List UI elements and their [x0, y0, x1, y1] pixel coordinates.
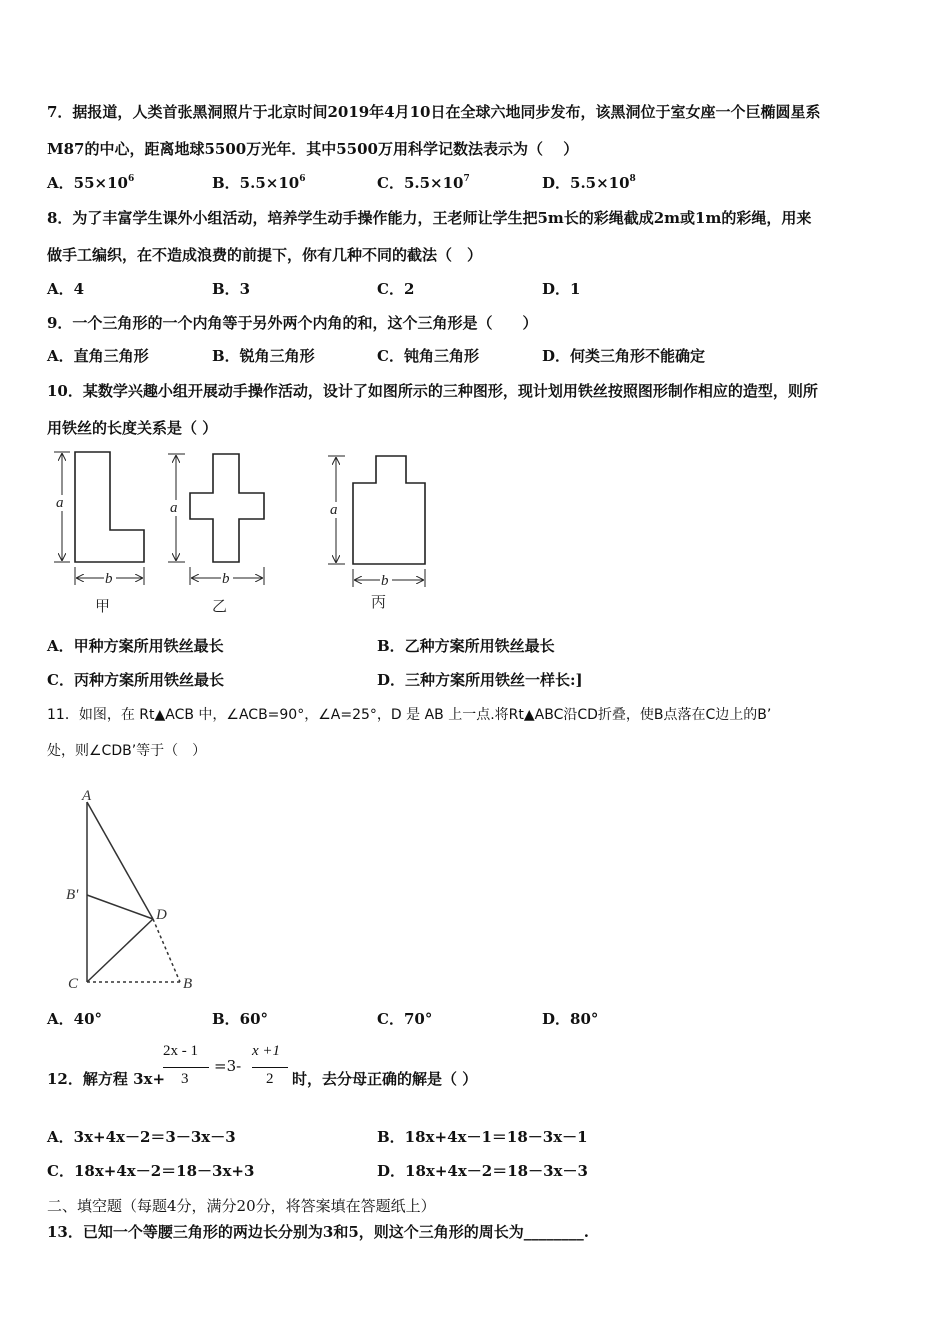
q8-option-d[interactable]: D．1 [542, 280, 581, 298]
q10-stem-line2: 用铁丝的长度关系是（ ） [47, 419, 218, 437]
q10-option-a[interactable]: A．甲种方案所用铁丝最长 [47, 637, 224, 655]
q9-stem: 9．一个三角形的一个内角等于另外两个内角的和，这个三角形是（ ） [47, 314, 538, 332]
section-2-heading: 二、填空题（每题4分，满分20分，将答案填在答题纸上） [47, 1197, 436, 1215]
bing-dim-b: b [381, 573, 389, 589]
q12-option-c[interactable]: C．18x+4x－2＝18－3x+3 [47, 1162, 255, 1180]
q12-option-a[interactable]: A．3x+4x－2＝3－3x－3 [47, 1128, 236, 1146]
q9-option-a[interactable]: A．直角三角形 [47, 347, 149, 365]
q12-option-b[interactable]: B．18x+4x－1＝18－3x－1 [377, 1128, 588, 1146]
q9-option-b[interactable]: B．锐角三角形 [212, 347, 315, 365]
q10-figure [40, 445, 440, 620]
point-b-prime: B' [66, 887, 79, 903]
q8-option-c[interactable]: C．2 [377, 280, 415, 298]
yi-dim-a: a [170, 500, 178, 516]
q11-option-b[interactable]: B．60° [212, 1010, 269, 1028]
fraction-1-bar [163, 1067, 209, 1068]
point-c: C [68, 976, 79, 992]
q11-option-d[interactable]: D．80° [542, 1010, 599, 1028]
figure-jia-shape [75, 452, 144, 562]
q12-stem-suffix: 时，去分母正确的解是（ ） [292, 1070, 478, 1088]
q13-stem: 13．已知一个等腰三角形的两边长分别为3和5，则这个三角形的周长为________. [47, 1223, 589, 1241]
q8-stem-line2: 做手工编织，在不造成浪费的前提下，你有几种不同的截法（ ） [47, 246, 483, 264]
q7-option-a[interactable]: A．$55\times 10^6$ [47, 174, 135, 192]
q8-option-b[interactable]: B．3 [212, 280, 251, 298]
q9-option-d[interactable]: D．何类三角形不能确定 [542, 347, 706, 365]
q8-stem-line1: 8．为了丰富学生课外小组活动，培养学生动手操作能力，王老师让学生把5m长的彩绳截成2m或1m的彩绳，用来 [47, 209, 812, 227]
q7-stem-line1: 7．据报道，人类首张黑洞照片于北京时间2019年4月10日在全球六地同步发布，该黑洞位于室女座一个巨椭圆星系 [47, 103, 821, 121]
figure-yi-shape [190, 454, 264, 562]
jia-dim-a: a [56, 495, 64, 511]
q10-option-d[interactable]: D．三种方案所用铁丝一样长:] [377, 671, 583, 689]
label-bing: 丙 [371, 593, 387, 611]
q7-option-c[interactable]: C．$5.5\times 10^7$ [377, 174, 470, 192]
q11-option-a[interactable]: A．40° [47, 1010, 103, 1028]
label-yi: 乙 [212, 597, 228, 615]
fraction-1-numerator: 2x - 1 [163, 1043, 198, 1059]
point-a: A [82, 788, 92, 804]
q8-option-a[interactable]: A．4 [47, 280, 85, 298]
bing-dim-a: a [330, 502, 338, 518]
q11-option-c[interactable]: C．70° [377, 1010, 433, 1028]
fraction-2-denominator: 2 [266, 1071, 274, 1087]
jia-dim-b: b [105, 571, 113, 587]
label-jia: 甲 [95, 597, 111, 615]
q12-middle: =3- [214, 1057, 242, 1075]
q7-option-b[interactable]: B．$5.5\times 10^6$ [212, 174, 306, 192]
point-b: B [183, 976, 193, 992]
fraction-2-numerator: x +1 [252, 1043, 281, 1059]
q10-option-b[interactable]: B．乙种方案所用铁丝最长 [377, 637, 555, 655]
yi-dim-b: b [222, 571, 230, 587]
q11-stem-line2: 处，则∠CDB’等于（ ） [47, 743, 207, 759]
q10-stem-line1: 10．某数学兴趣小组开展动手操作活动，设计了如图所示的三种图形，现计划用铁丝按照图形制作相应的造型，则所 [47, 382, 818, 400]
figure-bing-shape [353, 456, 425, 564]
q12-stem-prefix: 12．解方程 3x+ [47, 1070, 166, 1088]
q10-option-c[interactable]: C．丙种方案所用铁丝最长 [47, 671, 224, 689]
q7-option-d[interactable]: D．$5.5\times 10^8$ [542, 174, 636, 192]
q11-figure [60, 782, 210, 997]
q11-stem-line1: 11．如图，在 Rt▲ACB 中，∠ACB=90°，∠A=25°，D 是 AB 上一点.将Rt▲ABC沿CD折叠，使B点落在C边上的B’ [47, 707, 772, 723]
fraction-1-denominator: 3 [181, 1071, 189, 1087]
q9-option-c[interactable]: C．钝角三角形 [377, 347, 479, 365]
point-d: D [156, 907, 167, 923]
fraction-2-bar [252, 1067, 288, 1068]
q12-fraction-2 [252, 1043, 288, 1091]
q12-option-d[interactable]: D．18x+4x－2＝18－3x－3 [377, 1162, 588, 1180]
q12-fraction-1 [163, 1043, 209, 1091]
q7-stem-line2: M87的中心，距离地球5500万光年．其中5500万用科学记数法表示为（ ） [47, 140, 579, 158]
